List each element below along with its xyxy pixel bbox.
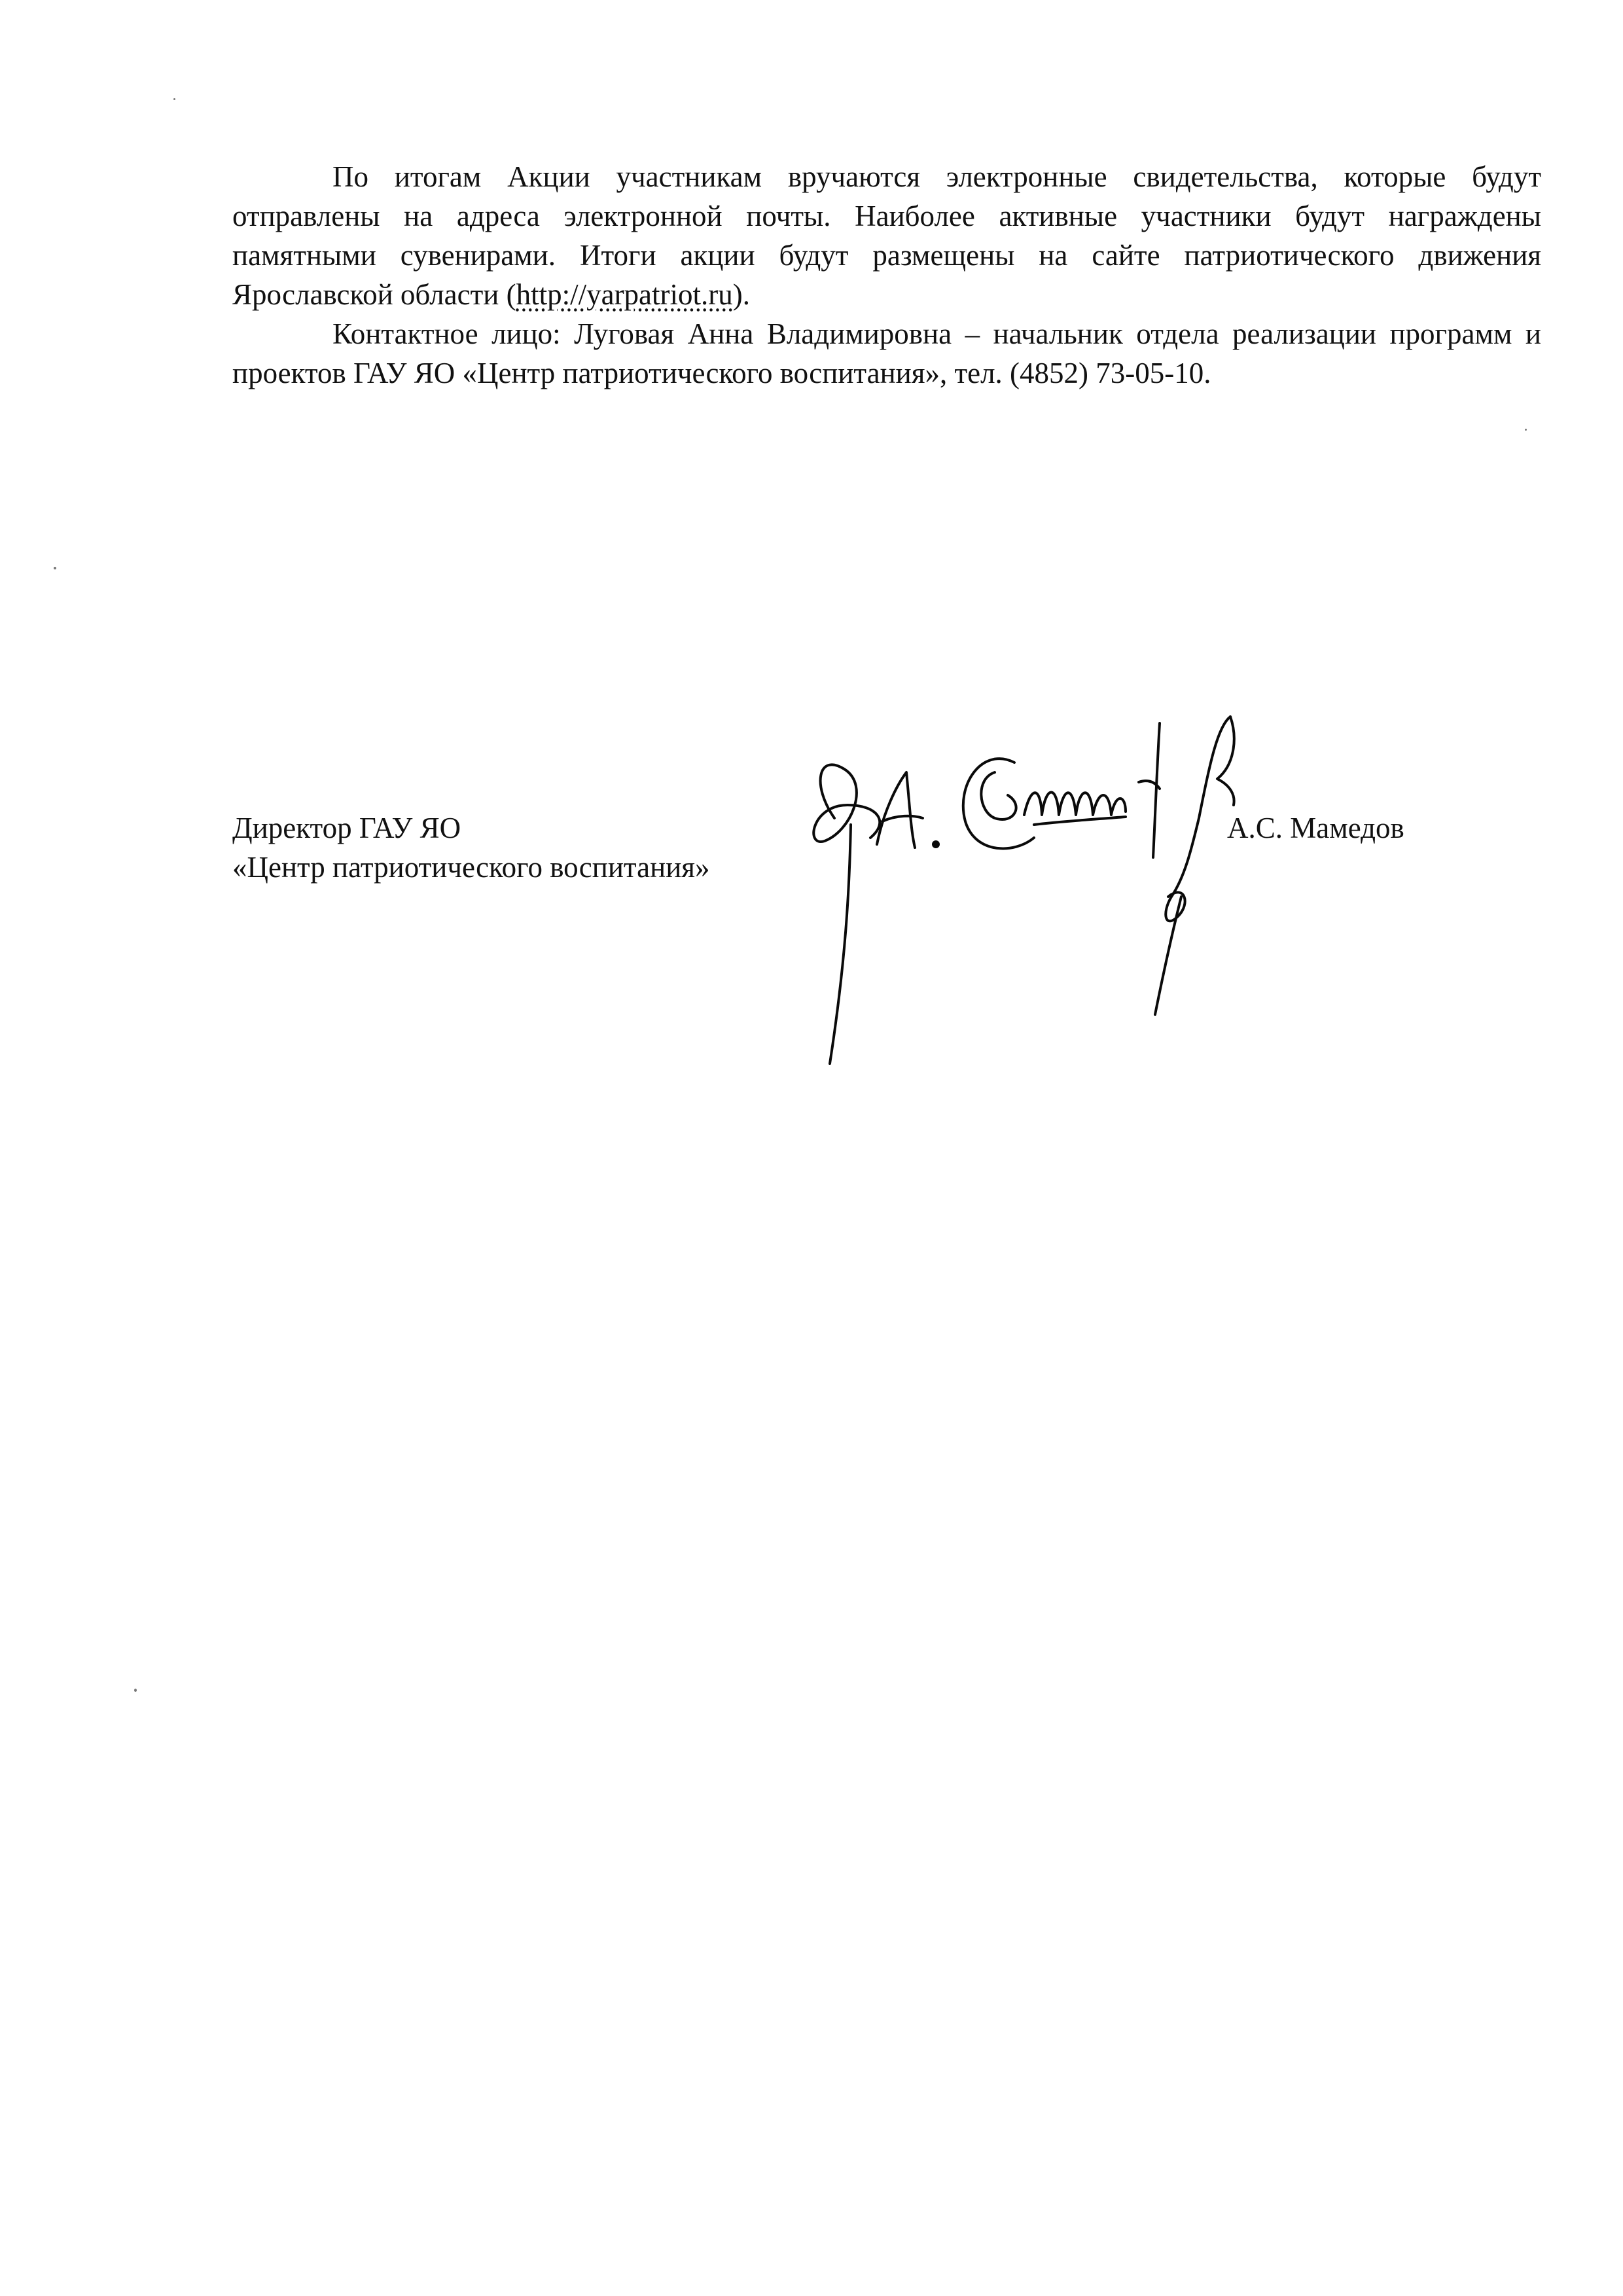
- scan-speck: [134, 1689, 137, 1692]
- position-line-2: «Центр патриотического воспитания»: [232, 851, 710, 884]
- yarpatriot-link[interactable]: http://yarpatriot.ru: [516, 278, 733, 311]
- scan-speck: [1525, 429, 1527, 431]
- results-paragraph-text: По итогам Акции участникам вручаются электронные свидетельства, которые будут отправлены на адреса электронной почты. Наиболее активные участники будут награждены памятными сувенирами. Итоги акции будут размещены на сайте патриотического движения Ярославской области (: [232, 160, 1541, 311]
- results-paragraph: [232, 157, 1541, 314]
- contact-paragraph: Контактное лицо: Луговая Анна Владимировна – начальник отдела реализации программ и проектов ГАУ ЯО «Центр патриотического воспитания», тел. (4852) 73-05-10.: [232, 317, 1541, 389]
- signer-name: А.С. Мамедов: [1227, 812, 1404, 844]
- position-line-1: Директор ГАУ ЯО: [232, 812, 461, 844]
- results-paragraph-end: ).: [732, 278, 750, 311]
- signatory-position: [232, 808, 709, 887]
- letter-body: [232, 157, 1541, 393]
- handwritten-signature: [798, 707, 1257, 1080]
- scan-speck: [54, 567, 56, 569]
- scan-speck: [173, 98, 175, 100]
